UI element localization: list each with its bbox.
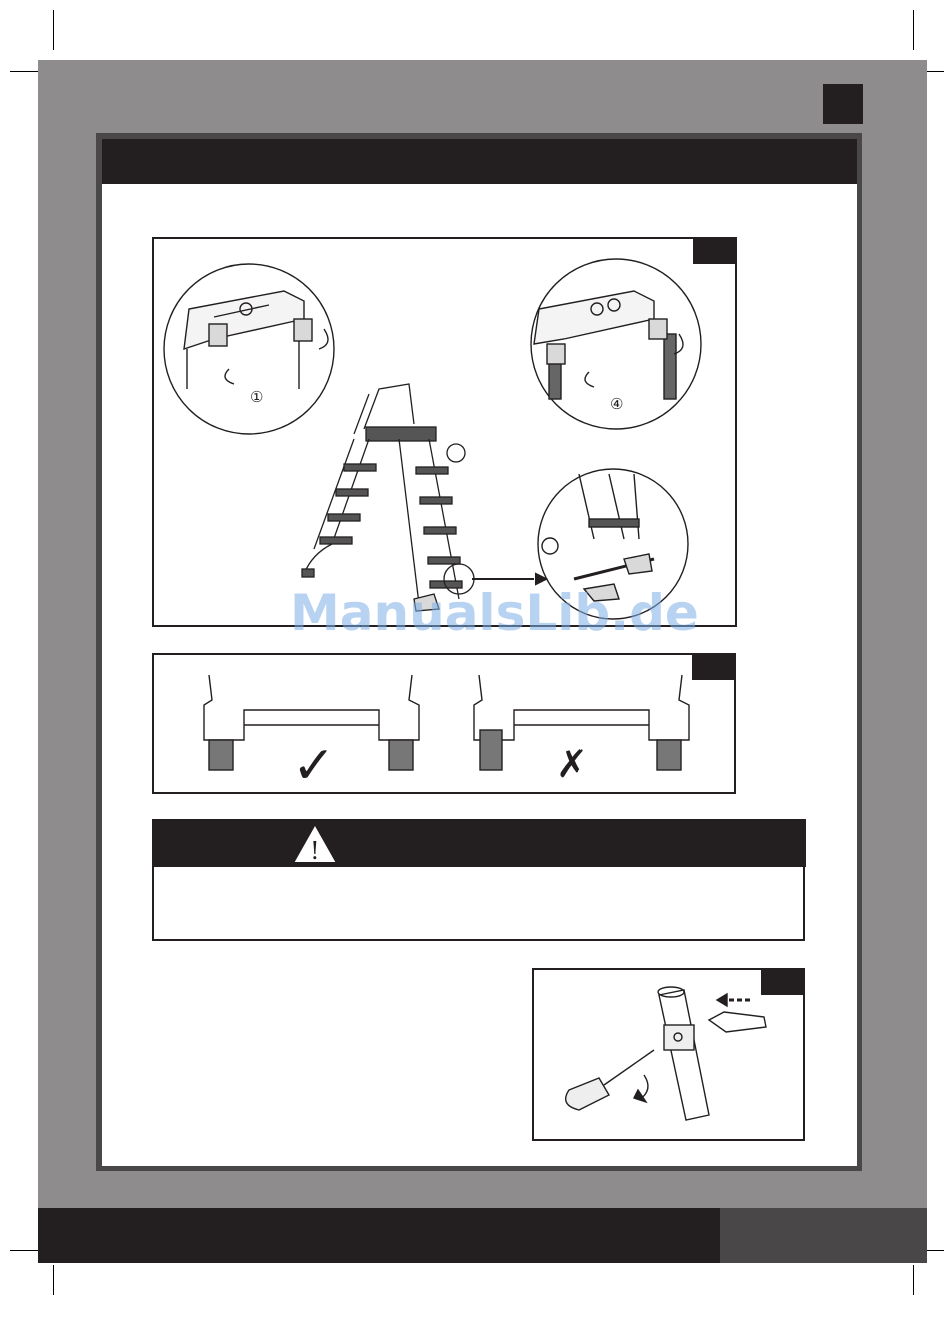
correct-check-icon: ✓ bbox=[292, 736, 336, 792]
callout-step-4: ④ bbox=[610, 395, 624, 413]
ladder-assembly-illustration bbox=[154, 239, 735, 625]
callout-top-left bbox=[164, 264, 334, 434]
warning-body bbox=[152, 867, 805, 941]
crop-mark-top-right-v bbox=[913, 10, 914, 50]
figure-correct-incorrect bbox=[152, 653, 736, 794]
warning-header bbox=[152, 819, 806, 867]
crop-mark-bottom-left-v bbox=[53, 1265, 54, 1295]
arrow-to-detail bbox=[472, 574, 546, 584]
watermark: ManualsLib.de bbox=[290, 584, 699, 642]
tool-illustration bbox=[534, 970, 803, 1139]
footer-bar bbox=[38, 1208, 720, 1263]
footer-page-tab bbox=[720, 1208, 927, 1263]
ladder-drawing bbox=[302, 384, 474, 611]
svg-text:!: ! bbox=[310, 837, 320, 865]
callout-step-1: ① bbox=[250, 388, 264, 406]
correct-incorrect-illustration bbox=[154, 655, 734, 792]
tube bbox=[659, 990, 709, 1120]
figure-ladder-assembly bbox=[152, 237, 737, 627]
figure-tool-tightening bbox=[532, 968, 805, 1141]
crop-mark-top-left-v bbox=[53, 10, 54, 50]
screwdriver bbox=[566, 1078, 609, 1110]
wrench bbox=[709, 1012, 766, 1032]
page-corner-tab bbox=[823, 84, 863, 124]
section-header-bar bbox=[102, 139, 857, 184]
incorrect-cross-icon: ✗ bbox=[556, 742, 588, 786]
crop-mark-bottom-right-v bbox=[913, 1265, 914, 1295]
warning-triangle-icon bbox=[290, 821, 340, 867]
